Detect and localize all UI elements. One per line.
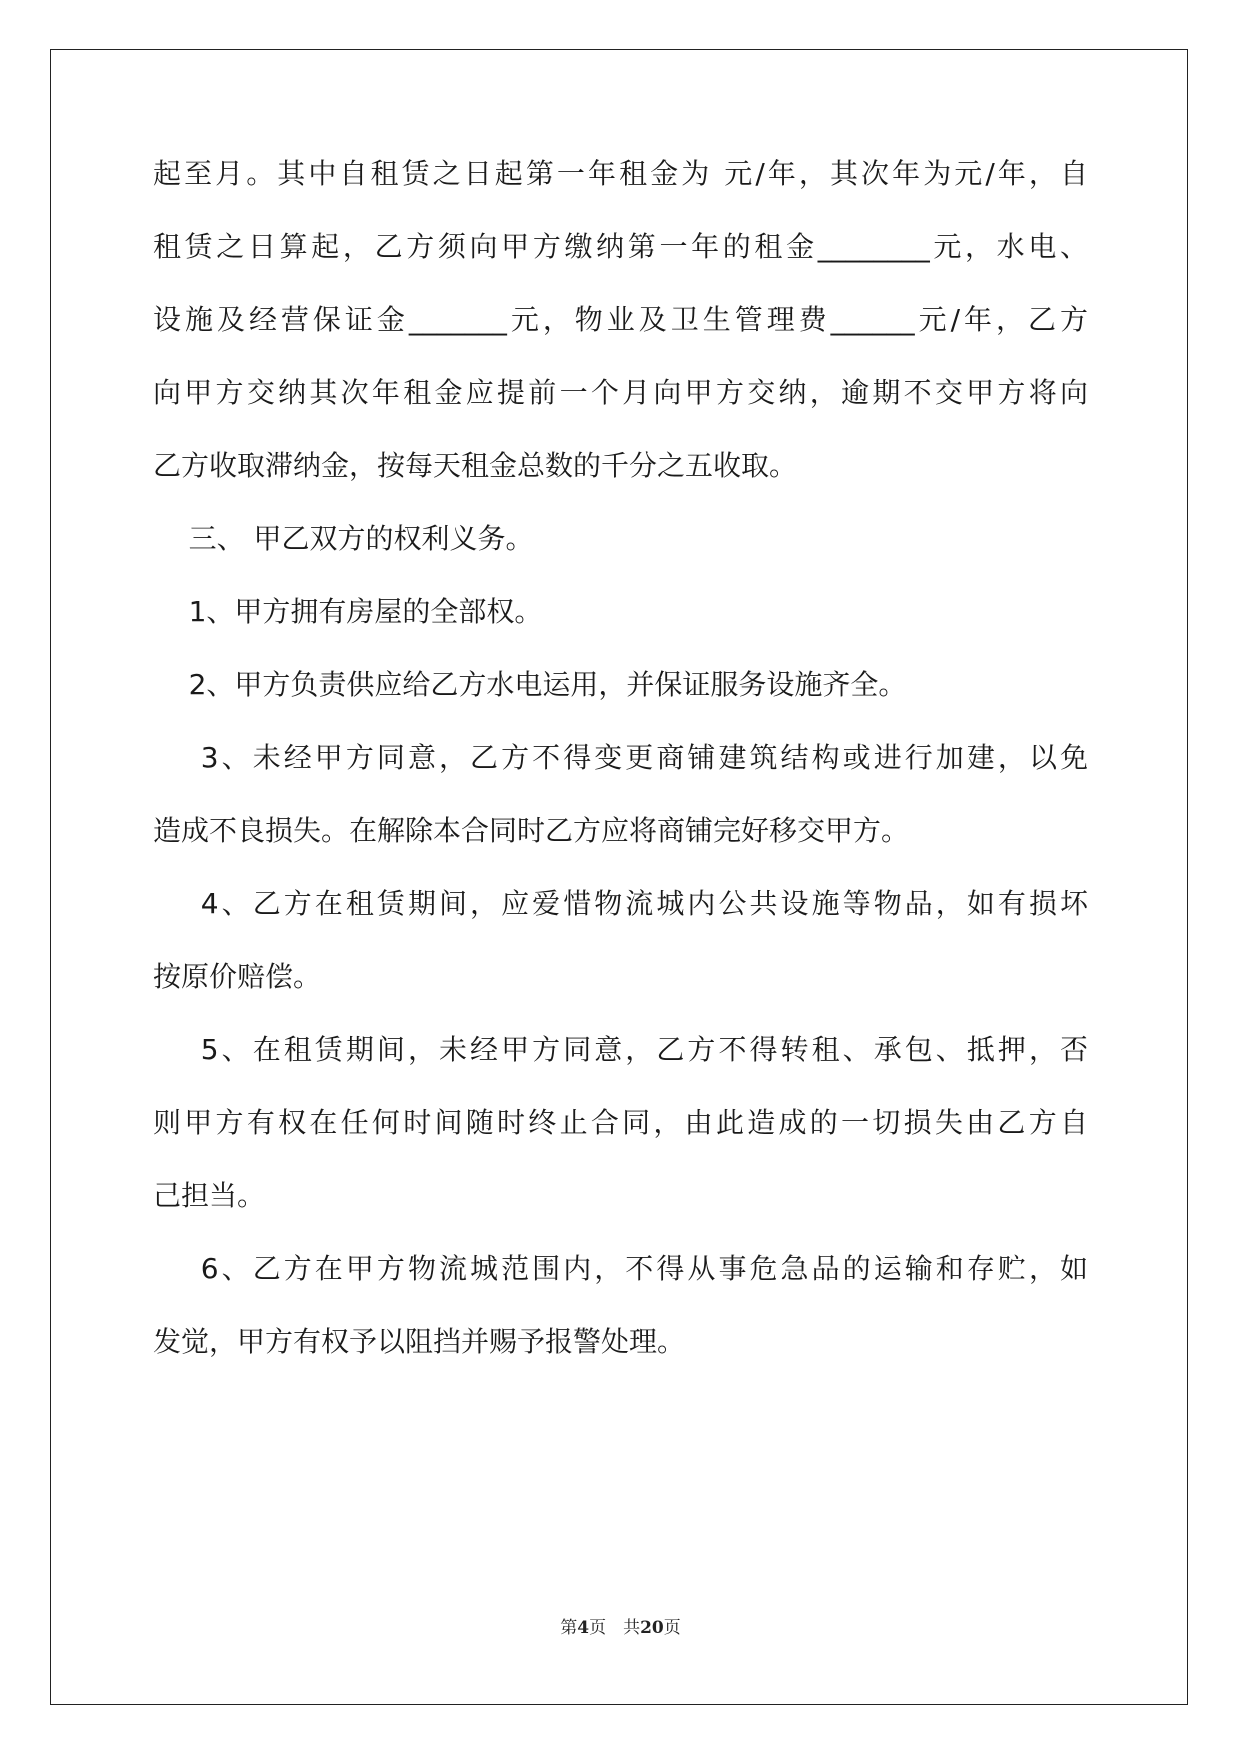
text-line-12: 按原价赔偿。 — [153, 960, 322, 993]
text-line-13: 5、在租赁期间，未经甲方同意，乙方不得转租、承包、抵押，否 — [153, 1033, 1088, 1066]
text-line-4: 向甲方交纳其次年租金应提前一个月向甲方交纳，逾期不交甲方将向 — [153, 376, 1088, 409]
text-line-11: 4、乙方在租赁期间，应爱惜物流城内公共设施等物品，如有损坏 — [153, 887, 1088, 920]
text-line-1: 起至月。其中自租赁之日起第一年租金为 元/年，其次年为元/年，自 — [153, 157, 1088, 190]
section-heading: 三、 甲乙双方的权利义务。 — [153, 522, 534, 555]
page-number: 4 — [577, 1618, 590, 1638]
text-line-7: 1、甲方拥有房屋的全部权。 — [153, 595, 543, 628]
text-line-16: 6、乙方在甲方物流城范围内，不得从事危急品的运输和存贮，如 — [153, 1252, 1088, 1285]
page-border — [50, 49, 1188, 1705]
text-line-3: 设施及经营保证金_______元，物业及卫生管理费______元/年，乙方 — [153, 303, 1088, 336]
footer-prefix: 第 — [560, 1618, 578, 1638]
footer-mid: 页 共 — [589, 1618, 641, 1638]
footer-suffix: 页 — [663, 1618, 681, 1638]
text-line-14: 则甲方有权在任何时间随时终止合同，由此造成的一切损失由乙方自 — [153, 1106, 1088, 1139]
text-line-17: 发觉，甲方有权予以阻挡并赐予报警处理。 — [153, 1325, 686, 1358]
text-line-2: 租赁之日算起，乙方须向甲方缴纳第一年的租金________元，水电、 — [153, 230, 1088, 263]
page-total: 20 — [640, 1618, 664, 1638]
text-line-8: 2、甲方负责供应给乙方水电运用，并保证服务设施齐全。 — [153, 668, 907, 701]
text-line-5: 乙方收取滞纳金，按每天租金总数的千分之五收取。 — [153, 449, 798, 482]
page-footer — [0, 1613, 1241, 1638]
text-line-9: 3、未经甲方同意，乙方不得变更商铺建筑结构或进行加建，以免 — [153, 741, 1088, 774]
text-line-10: 造成不良损失。在解除本合同时乙方应将商铺完好移交甲方。 — [153, 814, 910, 847]
text-line-15: 己担当。 — [153, 1179, 266, 1212]
